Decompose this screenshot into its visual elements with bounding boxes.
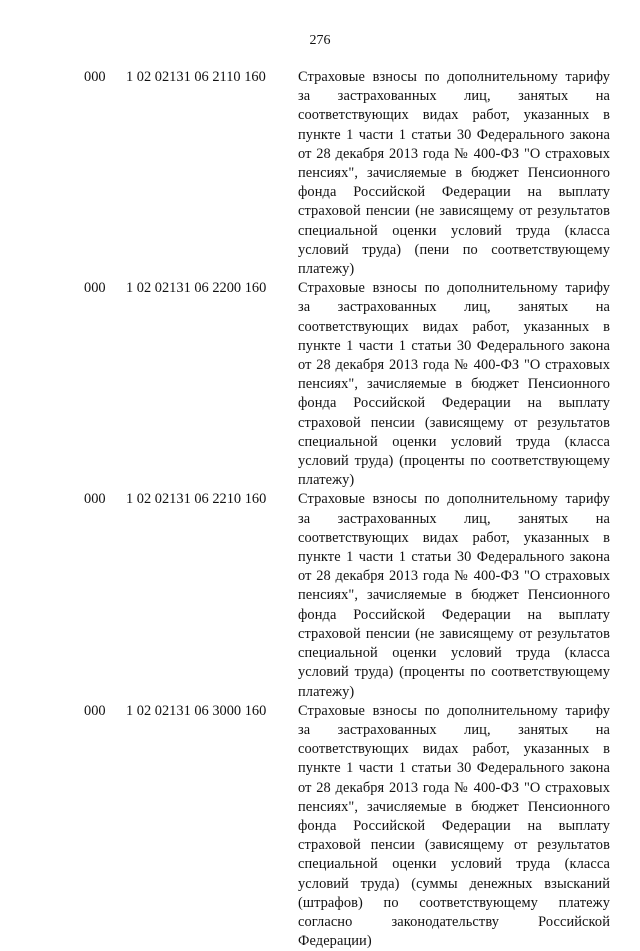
budget-classification-code: 1 02 02131 06 2200 160 — [126, 280, 267, 297]
table-row — [0, 702, 640, 951]
income-description: Страховые взносы по дополнительному тарифу за застрахованных лиц, занятых на соответствующих видах работ, указанных в пункте 1 части 1 статьи 30 Федерального закона от 28 декабря 2013 года № 400-ФЗ "О страховых пенсиях", зачисляемые в бюджет Пенсионного фонда Российской Федерации на выплату страховой пенсии (зависящему от результатов специальной оценки условий труда (класса условий труда) (суммы денежных взысканий (штрафов) по соответствующему платежу согласно законодательству Российской Федерации) — [298, 702, 610, 950]
administrator-code: 000 — [84, 491, 106, 508]
budget-classification-code: 1 02 02131 06 2110 160 — [126, 69, 266, 85]
page-number: 276 — [309, 33, 331, 48]
table-row — [0, 490, 640, 701]
table-row — [0, 279, 640, 490]
income-description: Страховые взносы по дополнительному тарифу за застрахованных лиц, занятых на соответствующих видах работ, указанных в пункте 1 части 1 статьи 30 Федерального закона от 28 декабря 2013 года № 400-ФЗ "О страховых пенсиях", зачисляемые в бюджет Пенсионного фонда Российской Федерации на выплату страховой пенсии (зависящему от результатов специальной оценки условий труда (класса условий труда) (проценты по соответствующему платежу) — [298, 280, 610, 489]
income-description: Страховые взносы по дополнительному тарифу за застрахованных лиц, занятых на соответствующих видах работ, указанных в пункте 1 части 1 статьи 30 Федерального закона от 28 декабря 2013 года № 400-ФЗ "О страховых пенсиях", зачисляемые в бюджет Пенсионного фонда Российской Федерации на выплату страховой пенсии (не зависящему от результатов специальной оценки условий труда (класса условий труда) (проценты по соответствующему платежу) — [298, 491, 610, 700]
budget-classification-code: 1 02 02131 06 3000 160 — [126, 702, 267, 719]
budget-classification-code: 1 02 02131 06 2210 160 — [126, 491, 267, 508]
income-description: Страховые взносы по дополнительному тарифу за застрахованных лиц, занятых на соответствующих видах работ, указанных в пункте 1 части 1 статьи 30 Федерального закона от 28 декабря 2013 года № 400-ФЗ "О страховых пенсиях", зачисляемые в бюджет Пенсионного фонда Российской Федерации на выплату страховой пенсии (не зависящему от результатов специальной оценки условий труда (класса условий труда) (пени по соответствующему платежу) — [298, 69, 610, 278]
administrator-code: 000 — [84, 280, 106, 297]
administrator-code: 000 — [84, 69, 106, 85]
classification-table — [0, 68, 640, 951]
table-row — [0, 68, 640, 279]
administrator-code: 000 — [84, 702, 106, 719]
